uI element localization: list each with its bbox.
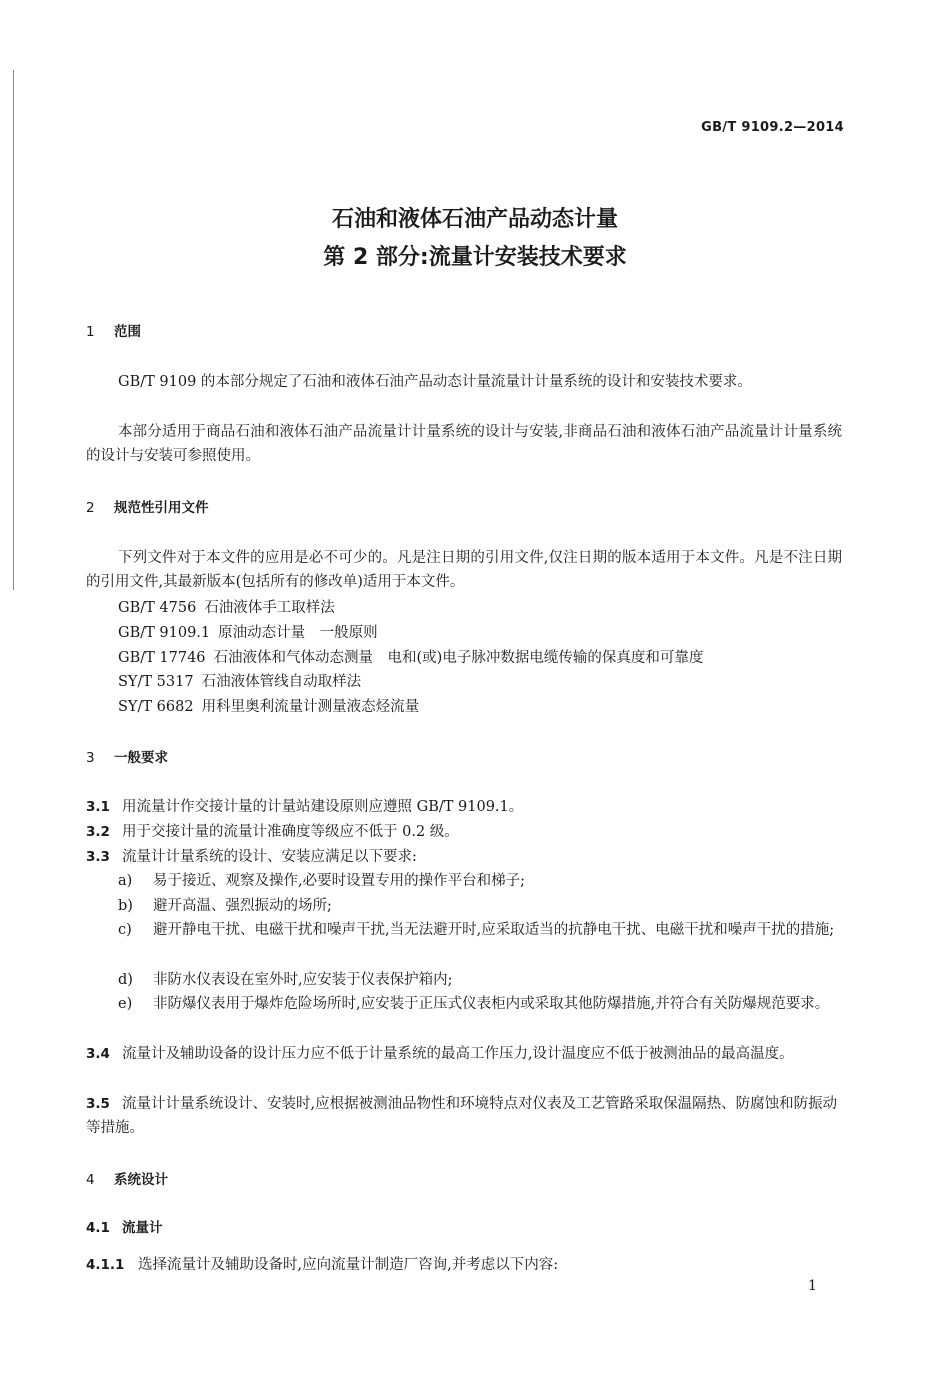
requirement-3-2 xyxy=(86,820,842,844)
clause-number: 3.3 xyxy=(86,849,110,865)
list-item-d xyxy=(118,968,842,992)
section-2-heading xyxy=(86,496,209,516)
list-label: e) xyxy=(118,996,133,1012)
section-number: 1 xyxy=(86,324,95,340)
reference-item xyxy=(118,695,419,716)
list-text: 避开高温、强烈振动的场所; xyxy=(153,898,332,914)
requirement-3-4 xyxy=(86,1042,842,1066)
section-1-heading xyxy=(86,320,141,340)
section-title: 系统设计 xyxy=(114,1172,168,1188)
reference-item xyxy=(118,621,378,642)
subsection-title: 流量计 xyxy=(122,1220,163,1236)
clause-number: 4.1 xyxy=(86,1220,110,1236)
clause-number: 4.1.1 xyxy=(86,1257,125,1273)
reference-item xyxy=(118,670,361,691)
section-title: 一般要求 xyxy=(114,750,168,766)
reference-item xyxy=(118,646,703,667)
clause-text: 用于交接计量的流量计准确度等级应不低于 0.2 级。 xyxy=(122,824,459,840)
reference-title: 石油液体管线自动取样法 xyxy=(201,674,362,690)
list-item-a xyxy=(118,869,842,893)
requirement-4-1-1 xyxy=(86,1253,842,1277)
reference-code: GB/T 4756 xyxy=(118,600,197,616)
list-label: a) xyxy=(118,873,133,889)
clause-number: 3.1 xyxy=(86,799,110,815)
document-title-line1: 石油和液体石油产品动态计量 xyxy=(331,207,618,232)
section-2-intro: 下列文件对于本文件的应用是必不可少的。凡是注日期的引用文件,仅注日期的版本适用于本文件。凡是不注日期的引用文件,其最新版本(包括所有的修改单)适用于本文件。 xyxy=(86,550,842,590)
requirement-3-5 xyxy=(86,1092,842,1140)
clause-text: 选择流量计及辅助设备时,应向流量计制造厂咨询,并考虑以下内容: xyxy=(138,1257,559,1273)
clause-text: 用流量计作交接计量的计量站建设原则应遵照 GB/T 9109.1。 xyxy=(122,799,524,815)
section-number: 3 xyxy=(86,750,95,766)
section-4-heading xyxy=(86,1168,168,1188)
page-number: 1 xyxy=(808,1278,817,1294)
requirement-3-3 xyxy=(86,845,842,869)
clause-number: 3.5 xyxy=(86,1096,110,1112)
reference-title: 石油液体手工取样法 xyxy=(204,600,335,616)
clause-text: 流量计及辅助设备的设计压力应不低于计量系统的最高工作压力,设计温度应不低于被测油品的最高温度。 xyxy=(122,1046,794,1062)
reference-code: SY/T 6682 xyxy=(118,699,194,715)
scan-edge-line xyxy=(13,70,14,590)
section-1-paragraph-1: GB/T 9109 的本部分规定了石油和液体石油产品动态计量流量计计量系统的设计和安装技术要求。 xyxy=(118,374,752,390)
list-item-e xyxy=(118,992,842,1016)
requirement-3-1 xyxy=(86,795,842,819)
section-number: 4 xyxy=(86,1172,95,1188)
list-item-b xyxy=(118,894,842,918)
list-text: 非防爆仪表用于爆炸危险场所时,应安装于正压式仪表柜内或采取其他防爆措施,并符合有关防爆规范要求。 xyxy=(153,996,830,1012)
reference-code: GB/T 17746 xyxy=(118,650,206,666)
section-title: 范围 xyxy=(114,324,141,340)
clause-number: 3.4 xyxy=(86,1046,110,1062)
reference-title: 石油液体和气体动态测量 电和(或)电子脉冲数据电缆传输的保真度和可靠度 xyxy=(213,650,704,666)
standard-number: GB/T 9109.2—2014 xyxy=(701,120,844,135)
section-number: 2 xyxy=(86,500,95,516)
list-label: c) xyxy=(118,922,132,938)
reference-code: GB/T 9109.1 xyxy=(118,625,211,641)
reference-title: 原油动态计量 一般原则 xyxy=(218,625,378,641)
clause-number: 3.2 xyxy=(86,824,110,840)
reference-item xyxy=(118,596,335,617)
section-title: 规范性引用文件 xyxy=(114,500,209,516)
clause-text: 流量计计量系统的设计、安装应满足以下要求: xyxy=(122,849,417,865)
list-text: 非防水仪表设在室外时,应安装于仪表保护箱内; xyxy=(153,972,453,988)
list-text: 避开静电干扰、电磁干扰和噪声干扰,当无法避开时,应采取适当的抗静电干扰、电磁干扰和噪声干扰的措施; xyxy=(153,922,835,938)
reference-code: SY/T 5317 xyxy=(118,674,194,690)
list-label: b) xyxy=(118,898,133,914)
list-item-c xyxy=(118,918,842,942)
subsection-4-1-heading xyxy=(86,1216,163,1236)
document-title-line2: 第 2 部分:流量计安装技术要求 xyxy=(323,245,627,270)
reference-title: 用科里奥利流量计测量液态烃流量 xyxy=(201,699,420,715)
clause-text: 流量计计量系统设计、安装时,应根据被测油品物性和环境特点对仪表及工艺管路采取保温隔热、防腐蚀和防振动等措施。 xyxy=(86,1096,838,1136)
section-1-paragraph-2: 本部分适用于商品石油和液体石油产品流量计计量系统的设计与安装,非商品石油和液体石油产品流量计计量系统的设计与安装可参照使用。 xyxy=(86,424,842,464)
list-text: 易于接近、观察及操作,必要时设置专用的操作平台和梯子; xyxy=(153,873,525,889)
section-3-heading xyxy=(86,746,168,766)
list-label: d) xyxy=(118,972,133,988)
